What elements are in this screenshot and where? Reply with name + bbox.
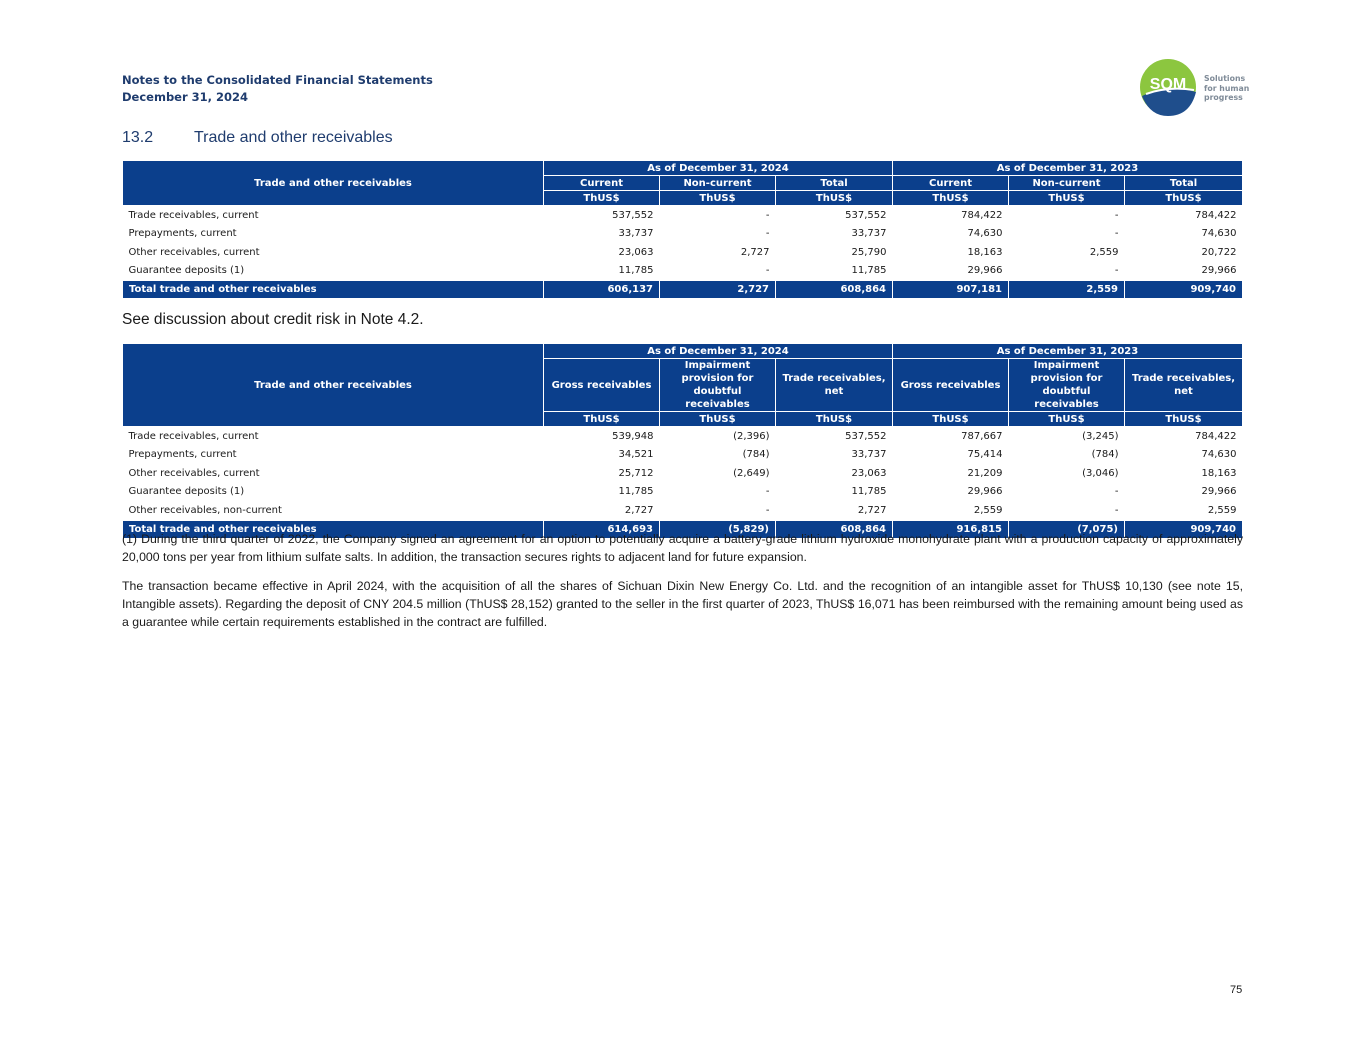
- cell-value: 34,521: [618, 449, 654, 461]
- total-label: Total trade and other receivables: [123, 281, 544, 299]
- cell-value: -: [1114, 228, 1119, 240]
- cell-value: (2,396): [733, 430, 770, 442]
- cell-value: 2,727: [740, 246, 770, 258]
- cell-value: (784): [742, 449, 770, 461]
- table2-col-header: [1125, 359, 1243, 412]
- total-row: [123, 281, 1243, 299]
- cell-value: -: [765, 209, 770, 221]
- section-number: 13.2: [122, 129, 154, 146]
- table1-period-2023: As of December 31, 2023: [893, 161, 1243, 176]
- cell-value: 11,785: [618, 265, 654, 277]
- cell-value: 29,966: [967, 265, 1003, 277]
- row-label: Prepayments, current: [128, 228, 237, 240]
- cell-value: -: [765, 228, 770, 240]
- table1-unit: ThUS$: [1009, 191, 1125, 206]
- cell-value: -: [1114, 209, 1119, 221]
- table1-col-header: Current: [544, 176, 660, 191]
- cell-value: 787,667: [961, 430, 1003, 442]
- cell-value: 11,785: [618, 486, 654, 498]
- cell-value: 537,552: [845, 209, 887, 221]
- total-value: 606,137: [544, 281, 660, 299]
- footnote-2: The transaction became effective in April 2024, with the acquisition of all the shares of Sichuan Dixin New Energy Co. Ltd. and the recognition of an intangible asset for ThUS$ 10,130 (see note 15, Intangible assets). Regarding the deposit of CNY 204.5 million (ThUS$ 28,152) granted to the seller in the first quarter of 2023, ThUS$ 16,071 has been reimbursed with the remaining amount being used as a guarantee while certain requirements established in the contract are fulfilled.: [122, 579, 1243, 629]
- total-value: 608,864: [776, 281, 893, 299]
- table-row: [123, 206, 1243, 225]
- cell-value: -: [1114, 265, 1119, 277]
- header-date: December 31, 2024: [122, 90, 249, 104]
- col-header-line: Impairment: [1033, 360, 1100, 371]
- total-value: 907,181: [893, 281, 1009, 299]
- cell-value: (3,046): [1082, 467, 1119, 479]
- cell-value: 74,630: [1201, 228, 1237, 240]
- table2-col-header: [660, 359, 776, 412]
- table2-unit: ThUS$: [1125, 412, 1243, 427]
- total-value: 614,693: [544, 520, 660, 538]
- table2-period-2023: As of December 31, 2023: [893, 344, 1243, 359]
- total-value: 916,815: [893, 520, 1009, 538]
- table2-unit: ThUS$: [776, 412, 893, 427]
- cell-value: (2,649): [733, 467, 770, 479]
- table1-col-header: Current: [893, 176, 1009, 191]
- logo-tagline-line2: for human: [1204, 83, 1250, 93]
- cell-value: 784,422: [961, 209, 1003, 221]
- table-row: [123, 446, 1243, 465]
- table2-col-header: [1009, 359, 1125, 412]
- table-row: [123, 464, 1243, 483]
- total-value: (7,075): [1009, 520, 1125, 538]
- cell-value: 74,630: [967, 228, 1003, 240]
- cell-value: 21,209: [967, 467, 1003, 479]
- cell-value: 18,163: [967, 246, 1003, 258]
- cell-value: 2,559: [1207, 504, 1237, 516]
- cell-value: 29,966: [1201, 486, 1237, 498]
- cell-value: 33,737: [851, 228, 887, 240]
- col-header-line: Impairment: [684, 360, 751, 371]
- table1-unit: ThUS$: [544, 191, 660, 206]
- cell-value: 25,790: [851, 246, 887, 258]
- col-header-line: doubtful receivables: [685, 386, 750, 410]
- row-label: Guarantee deposits (1): [128, 486, 245, 498]
- table2-unit: ThUS$: [544, 412, 660, 427]
- sqm-logo-mark-icon: [1138, 58, 1200, 120]
- table1-unit: ThUS$: [776, 191, 893, 206]
- cell-value: 33,737: [618, 228, 654, 240]
- cell-value: 29,966: [1201, 265, 1237, 277]
- row-label: Other receivables, current: [128, 467, 260, 479]
- table1-unit: ThUS$: [1125, 191, 1243, 206]
- cell-value: (784): [1091, 449, 1119, 461]
- sqm-logo: [1138, 58, 1254, 120]
- table2-col-header: [893, 359, 1009, 412]
- table2-row-header: Trade and other receivables: [123, 344, 544, 427]
- col-header-line: provision for: [1030, 373, 1103, 384]
- table1-col-header: Non-current: [660, 176, 776, 191]
- cell-value: -: [765, 486, 770, 498]
- total-value: 909,740: [1125, 281, 1243, 299]
- total-value: 2,727: [660, 281, 776, 299]
- cell-value: 537,552: [612, 209, 654, 221]
- cell-value: 33,737: [851, 449, 887, 461]
- logo-tagline-line1: Solutions: [1204, 74, 1246, 83]
- row-label: Other receivables, non-current: [128, 504, 282, 516]
- logo-text: SQM: [1149, 76, 1187, 93]
- cell-value: 11,785: [851, 486, 887, 498]
- table1-row-header: Trade and other receivables: [123, 161, 544, 206]
- cell-value: 23,063: [851, 467, 887, 479]
- cell-value: 537,552: [845, 430, 887, 442]
- logo-tagline: [1204, 74, 1249, 103]
- cell-value: 11,785: [851, 265, 887, 277]
- table1-col-header: Total: [776, 176, 893, 191]
- table1-col-header: Non-current: [1009, 176, 1125, 191]
- cell-value: 75,414: [967, 449, 1003, 461]
- total-value: (5,829): [660, 520, 776, 538]
- table-row: [123, 483, 1243, 502]
- cell-value: 18,163: [1201, 467, 1237, 479]
- row-label: Trade receivables, current: [128, 209, 259, 221]
- col-header-line: Gross receivables: [900, 379, 1001, 391]
- col-header-line: net: [824, 386, 844, 397]
- document-header: [122, 72, 433, 106]
- cell-value: 74,630: [1201, 449, 1237, 461]
- table2-period-2024: As of December 31, 2024: [544, 344, 893, 359]
- table1-unit: ThUS$: [660, 191, 776, 206]
- table1-period-2024: As of December 31, 2024: [544, 161, 893, 176]
- table2-col-header: [544, 359, 660, 412]
- row-label: Guarantee deposits (1): [128, 265, 245, 277]
- table1-unit: ThUS$: [893, 191, 1009, 206]
- credit-risk-note: See discussion about credit risk in Note 4.2.: [122, 311, 424, 328]
- table1-col-header: Total: [1125, 176, 1243, 191]
- table2-unit: ThUS$: [1009, 412, 1125, 427]
- total-value: 608,864: [776, 520, 893, 538]
- row-label: Other receivables, current: [128, 246, 260, 258]
- table-row: [123, 225, 1243, 244]
- cell-value: -: [765, 265, 770, 277]
- table2-unit: ThUS$: [660, 412, 776, 427]
- cell-value: 539,948: [612, 430, 654, 442]
- cell-value: 784,422: [1195, 430, 1237, 442]
- table-row: [123, 262, 1243, 281]
- cell-value: 2,727: [624, 504, 654, 516]
- cell-value: (3,245): [1082, 430, 1119, 442]
- section-heading: Trade and other receivables: [194, 129, 393, 146]
- table-row: [123, 501, 1243, 520]
- footnote-1: (1) During the third quarter of 2022, the Company signed an agreement for an option to potentially acquire a battery-grade lithium hydroxide monohydrate plant with a production capacity of approximately 20,000 tons per year from lithium sulfate salts. In addition, the transaction secures rights to adjacent land for future expansion.: [122, 532, 1243, 564]
- logo-tagline-line3: progress: [1204, 93, 1243, 102]
- receivables-detail-table: [122, 343, 1243, 539]
- table2-unit: ThUS$: [893, 412, 1009, 427]
- col-header-line: Gross receivables: [551, 379, 652, 391]
- cell-value: 2,559: [1089, 246, 1119, 258]
- cell-value: 2,727: [857, 504, 887, 516]
- section-title: [122, 129, 393, 147]
- col-header-line: net: [1174, 386, 1193, 397]
- col-header-line: Trade receivables,: [1131, 373, 1236, 384]
- cell-value: -: [765, 504, 770, 516]
- page-number: 75: [1230, 984, 1243, 996]
- cell-value: 20,722: [1201, 246, 1237, 258]
- table-row: [123, 243, 1243, 262]
- table2-col-header: [776, 359, 893, 412]
- total-value: 2,559: [1009, 281, 1125, 299]
- total-label: Total trade and other receivables: [123, 520, 544, 538]
- col-header-line: doubtful receivables: [1034, 386, 1099, 410]
- col-header-line: provision for: [681, 373, 754, 384]
- row-label: Prepayments, current: [128, 449, 237, 461]
- col-header-line: Trade receivables,: [782, 373, 886, 384]
- cell-value: -: [1114, 486, 1119, 498]
- total-value: 909,740: [1125, 520, 1243, 538]
- cell-value: 784,422: [1195, 209, 1237, 221]
- header-title: Notes to the Consolidated Financial Statements: [122, 73, 433, 87]
- table-row: [123, 427, 1243, 446]
- cell-value: 2,559: [973, 504, 1003, 516]
- cell-value: 23,063: [618, 246, 654, 258]
- row-label: Trade receivables, current: [128, 430, 259, 442]
- cell-value: 25,712: [618, 467, 654, 479]
- cell-value: -: [1114, 504, 1119, 516]
- cell-value: 29,966: [967, 486, 1003, 498]
- receivables-summary-table: [122, 160, 1243, 299]
